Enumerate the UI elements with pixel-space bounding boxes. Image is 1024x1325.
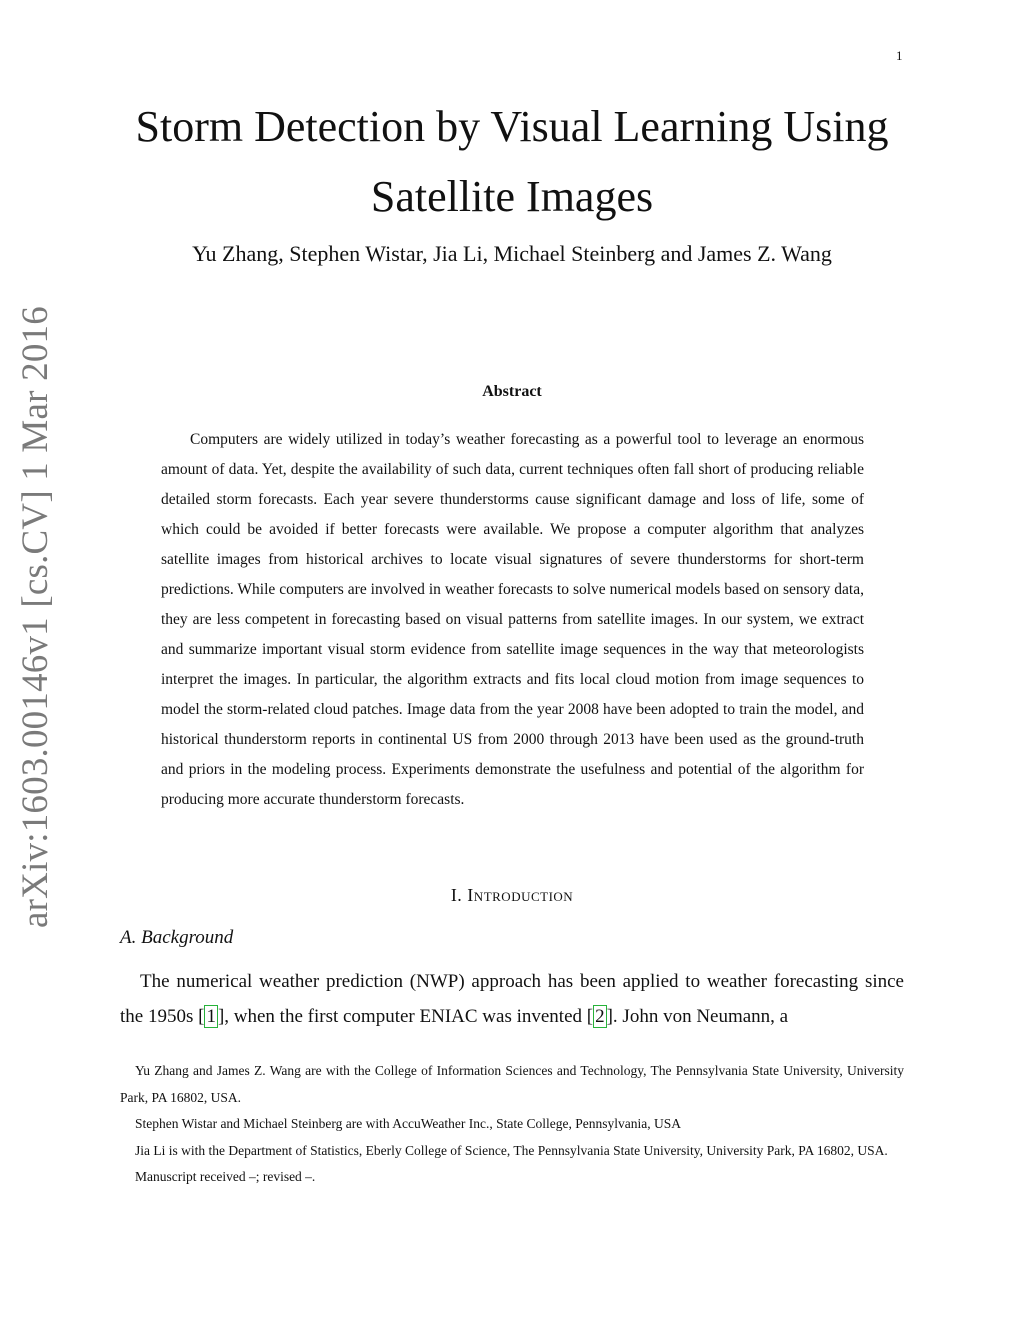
abstract-body: Computers are widely utilized in today’s weather forecasting as a powerful tool to leverage an enormous amount of data. Yet, despite the availability of such data, current techniques often fall short of producing reliable detailed storm forecasts. Each year severe thunderstorms cause significant damage and loss of life, some of which could be avoided if better forecasts were available. We propose a computer algorithm that analyzes satellite images from historical archives to locate visual signatures of severe thunderstorms for short-term predictions. While computers are involved in weather forecasts to solve numerical models based on sensory data, they are less competent in forecasting based on visual patterns from satellite images. In our system, we extract and summarize important visual storm evidence from satellite image sequences in the way that meteorologists interpret the images. In particular, the algorithm extracts and fits local cloud motion from image sequences to model the storm-related cloud patches. Image data from the year 2008 have been adopted to train the model, and historical thunderstorm reports in continental US from 2000 through 2013 have been used as the ground-truth and priors in the modeling process. Experiments demonstrate the usefulness and potential of the algorithm for producing more accurate thunderstorm forecasts. [161, 431, 864, 808]
intro-text-part-2: ], when the first computer ENIAC was invented [ [217, 1006, 594, 1027]
page-number: 1 [896, 48, 903, 63]
intro-text-part-3: ]. John von Neumann, a [606, 1006, 789, 1027]
abstract-heading: Abstract [482, 383, 542, 400]
author-list: Yu Zhang, Stephen Wistar, Jia Li, Michael Steinberg and James Z. Wang [192, 241, 832, 266]
subsection-heading-background: A. Background [120, 927, 234, 948]
citation-link-1[interactable]: 1 [206, 1006, 216, 1027]
footnote-affiliation-penn-state-ist: Yu Zhang and James Z. Wang are with the College of Information Sciences and Technology, The Pennsylvania State University, University Park, PA 16802, USA. [120, 1063, 904, 1105]
arxiv-identifier-stamp: arXiv:1603.00146v1 [cs.CV] 1 Mar 2016 [15, 306, 56, 928]
footnote-affiliation-accuweather: Stephen Wistar and Michael Steinberg are with AccuWeather Inc., State College, Pennsylvania, USA [135, 1116, 681, 1131]
footnote-manuscript-dates: Manuscript received –; revised –. [135, 1169, 316, 1184]
footnotes [120, 1058, 904, 1191]
citation-link-2[interactable]: 2 [595, 1006, 605, 1027]
footnote-affiliation-statistics: Jia Li is with the Department of Statistics, Eberly College of Science, The Pennsylvania State University, University Park, PA 16802, USA. [135, 1142, 888, 1158]
intro-text-part-1: The numerical weather prediction (NWP) approach has been applied to weather forecasting since the 1950s [ [120, 971, 904, 1027]
introduction-paragraph [120, 964, 904, 1034]
section-heading-introduction: I. Introduction [450, 885, 574, 905]
paper-title: Storm Detection by Visual Learning Using Satellite Images [135, 102, 889, 221]
